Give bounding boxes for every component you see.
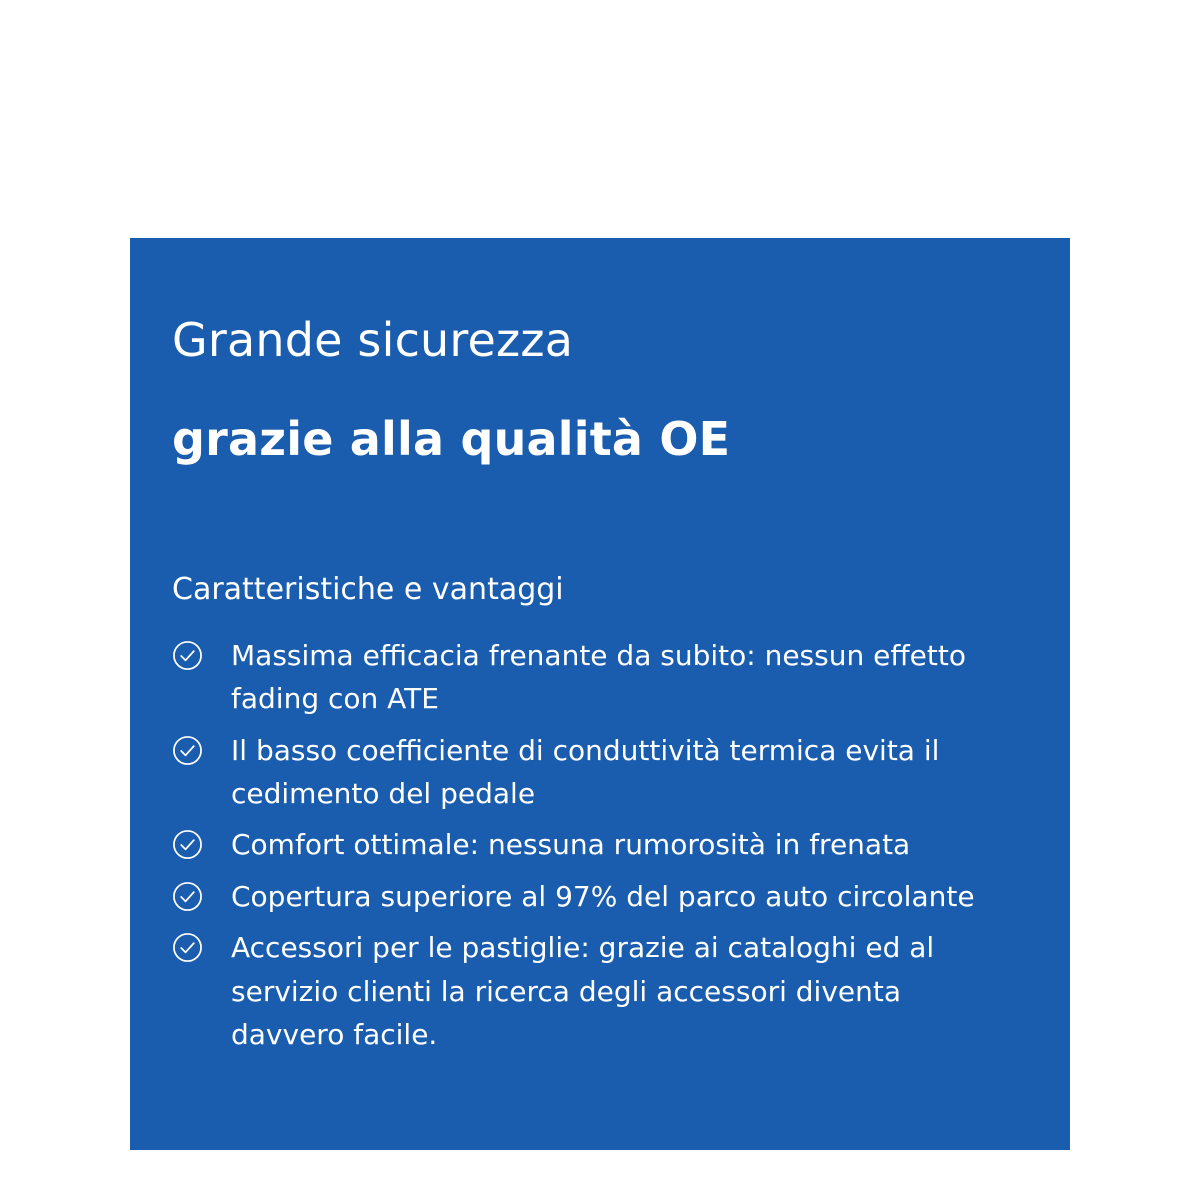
benefit-text: Copertura superiore al 97% del parco auto circolante — [231, 879, 975, 913]
check-circle-icon — [172, 881, 203, 912]
features-subheading: Caratteristiche e vantaggi — [172, 571, 564, 607]
benefit-text: Accessori per le pastiglie: grazie ai cataloghi ed al servizio clienti la ricerca degli accessori diventa davvero facile. — [231, 931, 935, 1051]
check-circle-icon — [172, 829, 203, 860]
check-circle-icon — [172, 932, 203, 963]
list-item — [172, 875, 1010, 918]
headline-line-1: Grande sicurezza — [172, 313, 574, 367]
list-item — [172, 926, 1010, 1056]
benefit-text: Comfort ottimale: nessuna rumorosità in frenata — [231, 828, 911, 862]
list-item — [172, 729, 1010, 816]
list-item — [172, 634, 1010, 721]
benefit-text: Massima efficacia frenante da subito: nessun effetto fading con ATE — [231, 638, 966, 716]
promo-card — [130, 238, 1070, 1150]
check-circle-icon — [172, 640, 203, 671]
headline-line-2: grazie alla qualità OE — [172, 411, 731, 466]
benefit-text: Il basso coefficiente di conduttività termica evita il cedimento del pedale — [231, 733, 940, 810]
list-item — [172, 823, 1010, 866]
check-circle-icon — [172, 735, 203, 766]
benefits-list — [172, 634, 1010, 1057]
